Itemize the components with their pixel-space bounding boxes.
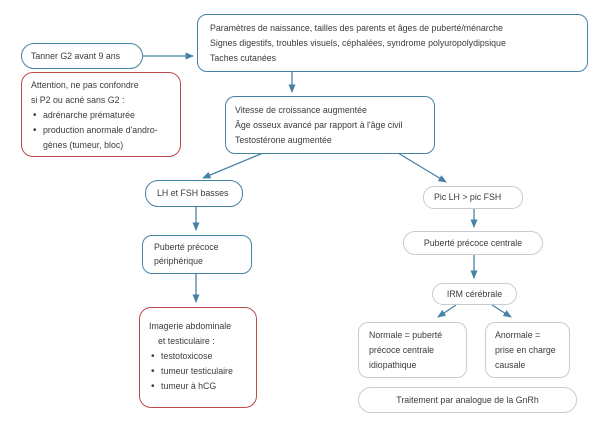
peripheral-line-1: Puberté précoce — [154, 242, 219, 252]
clinical-line-3: Taches cutanées — [210, 53, 277, 63]
growth-line-2: Âge osseux avancé par rapport à l'âge civil — [235, 120, 403, 130]
mri-abnormal-line-3: causale — [495, 360, 526, 370]
imaging-bullet-2: • tumeur testiculaire — [149, 364, 248, 379]
warning-line-2: si P2 ou acné sans G2 : — [31, 95, 125, 105]
mri-abnormal-line-2: prise en charge — [495, 345, 556, 355]
box-central-puberty — [403, 231, 543, 255]
central-puberty-label: Puberté précoce centrale — [423, 237, 523, 248]
growth-line-1: Vitesse de croissance augmentée — [235, 105, 367, 115]
arrow-vitesse-to-pic-lh — [398, 153, 446, 182]
warning-bullet-list — [31, 108, 171, 153]
mri-normal-line-2: précoce centrale — [369, 345, 435, 355]
box-abdominal-imaging — [139, 307, 257, 408]
lh-fsh-low-label: LH et FSH basses — [157, 188, 229, 198]
box-lh-peak — [423, 186, 523, 209]
brain-mri-label: IRM cérébrale — [446, 288, 503, 299]
arrow-vitesse-to-lh-basses — [203, 153, 263, 178]
arrow-irm-to-anormale — [492, 305, 511, 317]
box-growth-findings — [225, 96, 435, 154]
peripheral-line-2: périphérique — [154, 256, 203, 266]
imaging-line-2: et testiculaire : — [158, 336, 215, 346]
warning-line-1: Attention, ne pas confondre — [31, 80, 139, 90]
mri-abnormal-line-1: Anormale = — [495, 330, 541, 340]
lh-peak-label: Pic LH > pic FSH — [434, 192, 502, 202]
box-lh-fsh-low — [145, 180, 243, 207]
gnrh-treatment-label: Traitement par analogue de la GnRh — [396, 394, 539, 405]
arrow-irm-to-normale — [438, 305, 456, 317]
mri-normal-line-1: Normale = puberté — [369, 330, 443, 340]
box-tanner-g2 — [21, 43, 143, 69]
box-peripheral-puberty — [142, 235, 252, 274]
imaging-bullet-list — [149, 349, 248, 394]
box-brain-mri — [432, 283, 517, 305]
growth-line-3: Testostérone augmentée — [235, 135, 332, 145]
box-clinical-signs — [197, 14, 588, 72]
imaging-bullet-3: • tumeur à hCG — [149, 379, 248, 394]
box-warning-adrenarche — [21, 72, 181, 157]
imaging-line-1: Imagerie abdominale — [149, 321, 232, 331]
clinical-line-2: Signes digestifs, troubles visuels, céphalées, syndrome polyuropolydipsique — [210, 38, 506, 48]
warning-bullet-1: • adrénarche prématurée — [31, 108, 171, 123]
imaging-bullet-1: • testotoxicose — [149, 349, 248, 364]
warning-bullet-2: • production anormale d'androgènes (tumeur, bloc) — [31, 123, 171, 153]
tanner-label: Tanner G2 avant 9 ans — [31, 50, 121, 61]
clinical-line-1: Paramètres de naissance, tailles des parents et âges de puberté/ménarche — [210, 23, 503, 33]
box-mri-normal — [358, 322, 467, 378]
box-mri-abnormal — [485, 322, 570, 378]
box-gnrh-treatment — [358, 387, 577, 413]
mri-normal-line-3: idiopathique — [369, 360, 417, 370]
